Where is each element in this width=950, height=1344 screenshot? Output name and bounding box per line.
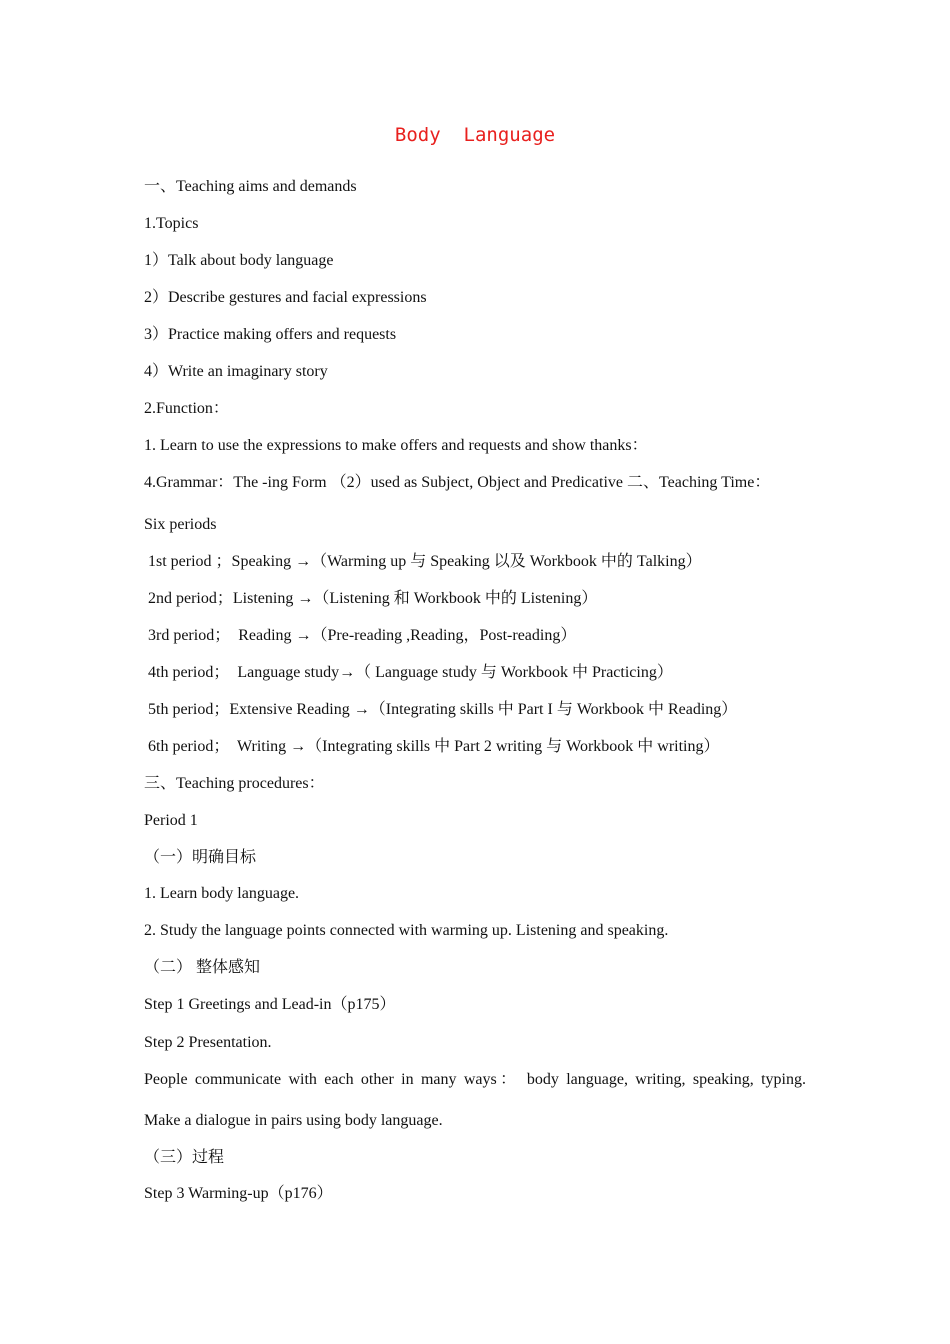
section-heading-procedures: 三、Teaching procedures： [144, 775, 325, 792]
document-title: Body Language [394, 124, 556, 146]
period-item: 6th period； Writing →（Integrating skills 中 Part 2 writing 与 Workbook 中 writing） [148, 738, 720, 755]
subheading-topics: 1.Topics [144, 215, 199, 232]
step-item: Step 2 Presentation. [144, 1034, 272, 1051]
topic-item: 2）Describe gestures and facial expressions [144, 289, 427, 306]
step-item: Step 3 Warming-up（p176） [144, 1185, 333, 1202]
topic-item: 1）Talk about body language [144, 252, 334, 269]
period-heading: Period 1 [144, 812, 198, 829]
period-item: 4th period； Language study→（ Language study 与 Workbook 中 Practicing） [148, 664, 673, 681]
period-item: 2nd period；Listening →（Listening 和 Workbook 中的 Listening） [148, 590, 598, 607]
objective-item: 2. Study the language points connected with warming up. Listening and speaking. [144, 922, 669, 939]
paragraph-text: Make a dialogue in pairs using body language. [144, 1112, 443, 1129]
period-item: 5th period；Extensive Reading →（Integrating skills 中 Part I 与 Workbook 中 Reading） [148, 701, 738, 718]
period-item: 3rd period； Reading →（Pre-reading ,Reading，Post-reading） [148, 627, 577, 644]
paragraph-text: People communicate with each other in many ways： body language, writing, speaking, typing. [144, 1071, 806, 1088]
section-heading-aims: 一、Teaching aims and demands [144, 178, 357, 195]
subsection-heading: （三）过程 [144, 1149, 225, 1166]
topic-item: 3）Practice making offers and requests [144, 326, 397, 343]
objective-item: 1. Learn body language. [144, 885, 300, 902]
grammar-line: 4.Grammar：The -ing Form （2）used as Subject, Object and Predicative 二、Teaching Time： [144, 474, 771, 491]
periods-count: Six periods [144, 516, 217, 533]
subheading-function: 2.Function： [144, 400, 229, 417]
subsection-heading: （一）明确目标 [144, 849, 257, 866]
topic-item: 4）Write an imaginary story [144, 363, 328, 380]
subsection-heading: （二） 整体感知 [144, 959, 261, 976]
period-item: 1st period ；Speaking →（Warming up 与 Speaking 以及 Workbook 中的 Talking） [148, 553, 702, 570]
function-item: 1. Learn to use the expressions to make offers and requests and show thanks： [144, 437, 648, 454]
step-item: Step 1 Greetings and Lead-in（p175） [144, 996, 396, 1013]
